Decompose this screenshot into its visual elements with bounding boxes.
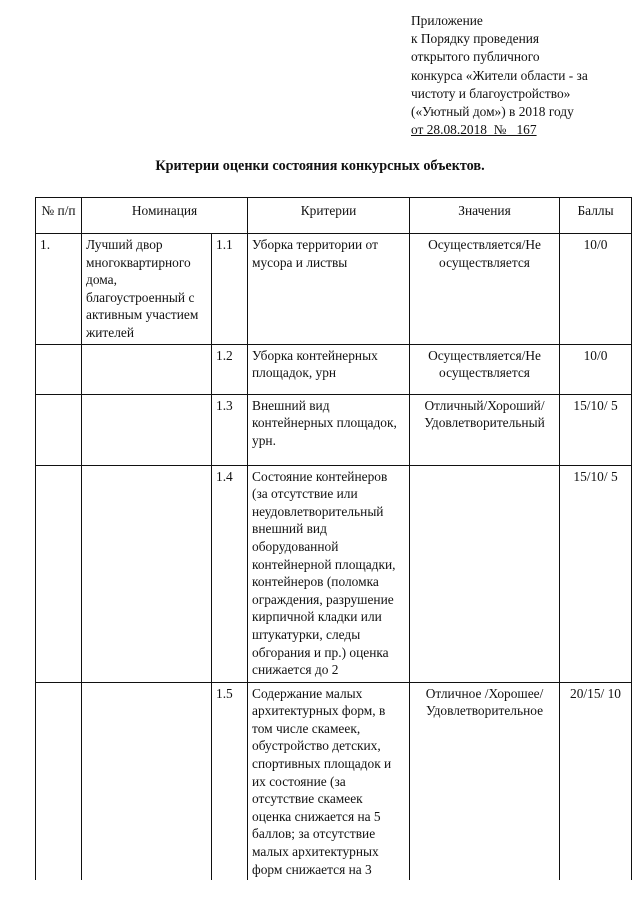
row-criteria: Уборка контейнерных площадок, урн [248, 344, 410, 394]
appendix-note [411, 12, 631, 139]
row-nomination [82, 344, 212, 394]
table-row [36, 234, 632, 345]
row-num [36, 682, 82, 880]
row-values: Отличное /Хорошее/ Удовлетворительное [410, 682, 560, 880]
header-num: № п/п [36, 198, 82, 234]
table-row [36, 682, 632, 880]
appendix-line: открытого публичного [411, 49, 540, 65]
header-points: Баллы [560, 198, 632, 234]
row-values: Отличный/Хороший/ Удовлетворительный [410, 394, 560, 465]
row-nomination [82, 682, 212, 880]
row-values: Осуществляется/Не осуществляется [410, 234, 560, 345]
row-nomination [82, 465, 212, 682]
row-num [36, 344, 82, 394]
appendix-line: конкурса «Жители области - за [411, 67, 588, 83]
row-criteria: Уборка территории от мусора и листвы [248, 234, 410, 345]
row-criteria: Содержание малых архитектурных форм, в том числе скамеек, обустройство детских, спортивных площадок и их состояние (за отсутствие скамеек оценка снижается на 5 баллов; за отсутствие малых архитектурных форм снижается на 3 [248, 682, 410, 880]
table-row [36, 465, 632, 682]
row-num [36, 394, 82, 465]
row-points: 10/0 [560, 234, 632, 345]
row-code: 1.1 [212, 234, 248, 345]
row-nomination [82, 394, 212, 465]
row-points: 20/15/ 10 [560, 682, 632, 880]
row-values: Осуществляется/Не осуществляется [410, 344, 560, 394]
table-header-row [36, 198, 632, 234]
row-nomination: Лучший двор многоквартирного дома, благоустроенный с активным участием жителей [82, 234, 212, 345]
order-reference: от 28.08.2018 № 167 [411, 122, 537, 138]
table-row [36, 344, 632, 394]
row-code: 1.4 [212, 465, 248, 682]
table-row [36, 394, 632, 465]
row-num: 1. [36, 234, 82, 345]
criteria-table [35, 197, 632, 880]
row-criteria: Состояние контейнеров (за отсутствие или неудовлетворительный внешний вид оборудованной контейнерной площадки, контейнеров (поломка ограждения, разрушение кирпичной кладки или штукатурки, следы обгорания и пр.) оценка снижается до 2 [248, 465, 410, 682]
row-points: 15/10/ 5 [560, 465, 632, 682]
row-code: 1.2 [212, 344, 248, 394]
header-values: Значения [410, 198, 560, 234]
appendix-line: чистоту и благоустройство» [411, 85, 571, 101]
appendix-line: Приложение [411, 13, 483, 28]
appendix-line: к Порядку проведения [411, 31, 540, 47]
row-points: 10/0 [560, 344, 632, 394]
document-title: Критерии оценки состояния конкурсных объектов. [155, 158, 485, 174]
row-values [410, 465, 560, 682]
header-nomination: Номинация [82, 198, 248, 234]
row-code: 1.5 [212, 682, 248, 880]
appendix-line: («Уютный дом») в 2018 году [411, 104, 574, 120]
row-code: 1.3 [212, 394, 248, 465]
row-criteria: Внешний вид контейнерных площадок, урн. [248, 394, 410, 465]
row-num [36, 465, 82, 682]
header-criteria: Критерии [248, 198, 410, 234]
row-points: 15/10/ 5 [560, 394, 632, 465]
